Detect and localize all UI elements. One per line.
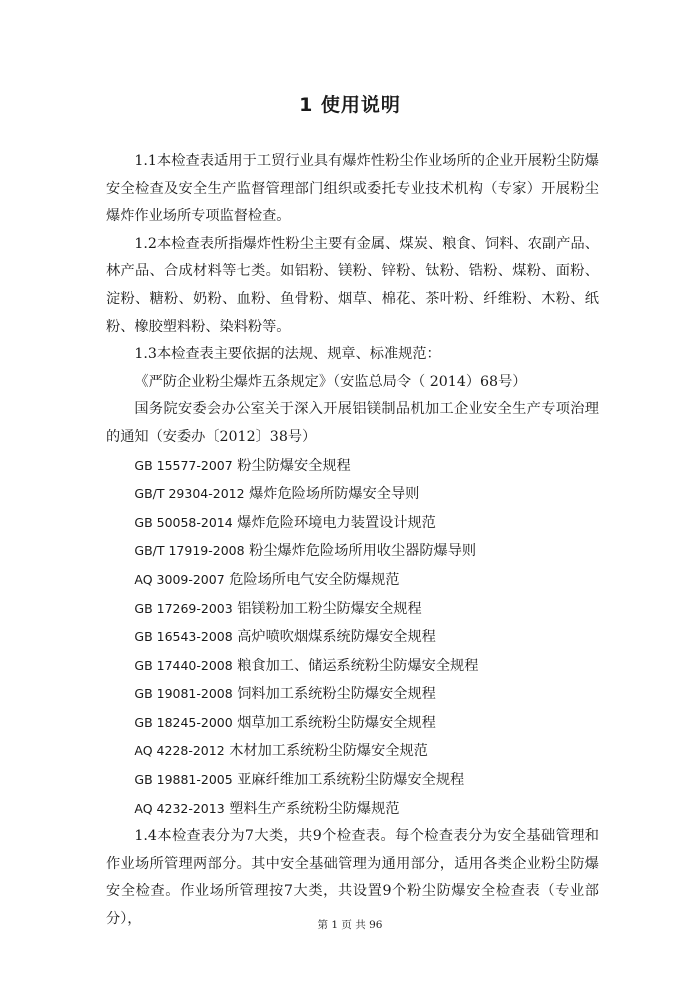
standard-name: 危险场所电气安全防爆规范 (229, 571, 400, 588)
standard-item (106, 737, 599, 766)
standard-code: GB 50058-2014 (134, 514, 233, 530)
standard-item (106, 537, 599, 566)
standard-code: AQ 4228-2012 (134, 743, 225, 759)
standard-name: 铝镁粉加工粉尘防爆安全规程 (237, 600, 422, 617)
standard-name: 粉尘防爆安全规程 (237, 457, 351, 474)
standard-code: GB 16543-2008 (134, 629, 233, 645)
regulation-notice: 国务院安委会办公室关于深入开展铝镁制品机加工企业安全生产专项治理的通知（安委办〔2012〕38号） (106, 401, 599, 445)
paragraph-1-3: 1.3本检查表主要依据的法规、规章、标准规范： (134, 346, 441, 363)
paragraph-1-4: 1.4本检查表分为7大类，共9个检查表。每个检查表分为安全基础管理和作业场所管理两部分。其中安全基础管理为通用部分，适用各类企业粉尘防爆安全检查。作业场所管理按7大类，共设置9个粉尘防爆安全检查表（专业部分）， (106, 828, 599, 928)
standard-name: 烟草加工系统粉尘防爆安全规程 (237, 714, 436, 731)
standard-item (106, 452, 599, 481)
standard-code: GB 18245-2000 (134, 714, 233, 730)
standard-name: 爆炸危险环境电力装置设计规范 (237, 514, 436, 531)
regulation-five-rules: 《严防企业粉尘爆炸五条规定》（安监总局令（ 2014）68号） (134, 373, 527, 390)
standard-item (106, 766, 599, 795)
standard-code: GB 17269-2003 (134, 600, 233, 616)
standard-name: 木材加工系统粉尘防爆安全规范 (229, 743, 428, 760)
standard-item (106, 652, 599, 681)
paragraph-1-1: 1.1本检查表适用于工贸行业具有爆炸性粉尘作业场所的企业开展粉尘防爆安全检查及安全生产监督管理部门组织或委托专业技术机构（专家）开展粉尘爆炸作业场所专项监督检查。 (106, 153, 599, 225)
standard-name: 高炉喷吹烟煤系统防爆安全规程 (237, 629, 436, 646)
standard-code: GB 19081-2008 (134, 686, 233, 702)
standard-name: 粉尘爆炸危险场所用收尘器防爆导则 (249, 543, 477, 560)
standard-name: 爆炸危险场所防爆安全导则 (249, 486, 420, 503)
standard-item (106, 680, 599, 709)
standard-item (106, 509, 599, 538)
standard-code: GB/T 29304-2012 (134, 486, 245, 502)
standard-code: AQ 3009-2007 (134, 571, 225, 587)
standard-item (106, 709, 599, 738)
page-footer: 第 1 页 共 96 (317, 919, 383, 931)
standard-code: GB/T 17919-2008 (134, 543, 245, 559)
standard-item (106, 595, 599, 624)
standard-name: 亚麻纤维加工系统粉尘防爆安全规程 (237, 772, 465, 789)
standard-name: 塑料生产系统粉尘防爆规范 (229, 800, 400, 817)
standard-item (106, 623, 599, 652)
standard-code: GB 15577-2007 (134, 457, 233, 473)
standard-code: GB 19881-2005 (134, 772, 233, 788)
page-title: 1 使用说明 (299, 94, 401, 116)
standard-code: GB 17440-2008 (134, 657, 233, 673)
standard-code: AQ 4232-2013 (134, 800, 225, 816)
standard-item (106, 795, 599, 824)
standard-item (106, 566, 599, 595)
standard-item (106, 480, 599, 509)
standard-name: 粮食加工、储运系统粉尘防爆安全规程 (237, 657, 479, 674)
document-body (106, 148, 599, 934)
paragraph-1-2: 1.2本检查表所指爆炸性粉尘主要有金属、煤炭、粮食、饲料、农副产品、林产品、合成材料等七类。如铝粉、镁粉、锌粉、钛粉、锆粉、煤粉、面粉、淀粉、糖粉、奶粉、血粉、鱼骨粉、烟草、棉花、茶叶粉、纤维粉、木粉、纸粉、橡胶塑料粉、染料粉等。 (106, 235, 599, 335)
standard-name: 饲料加工系统粉尘防爆安全规程 (237, 686, 436, 703)
standards-list (106, 452, 599, 824)
